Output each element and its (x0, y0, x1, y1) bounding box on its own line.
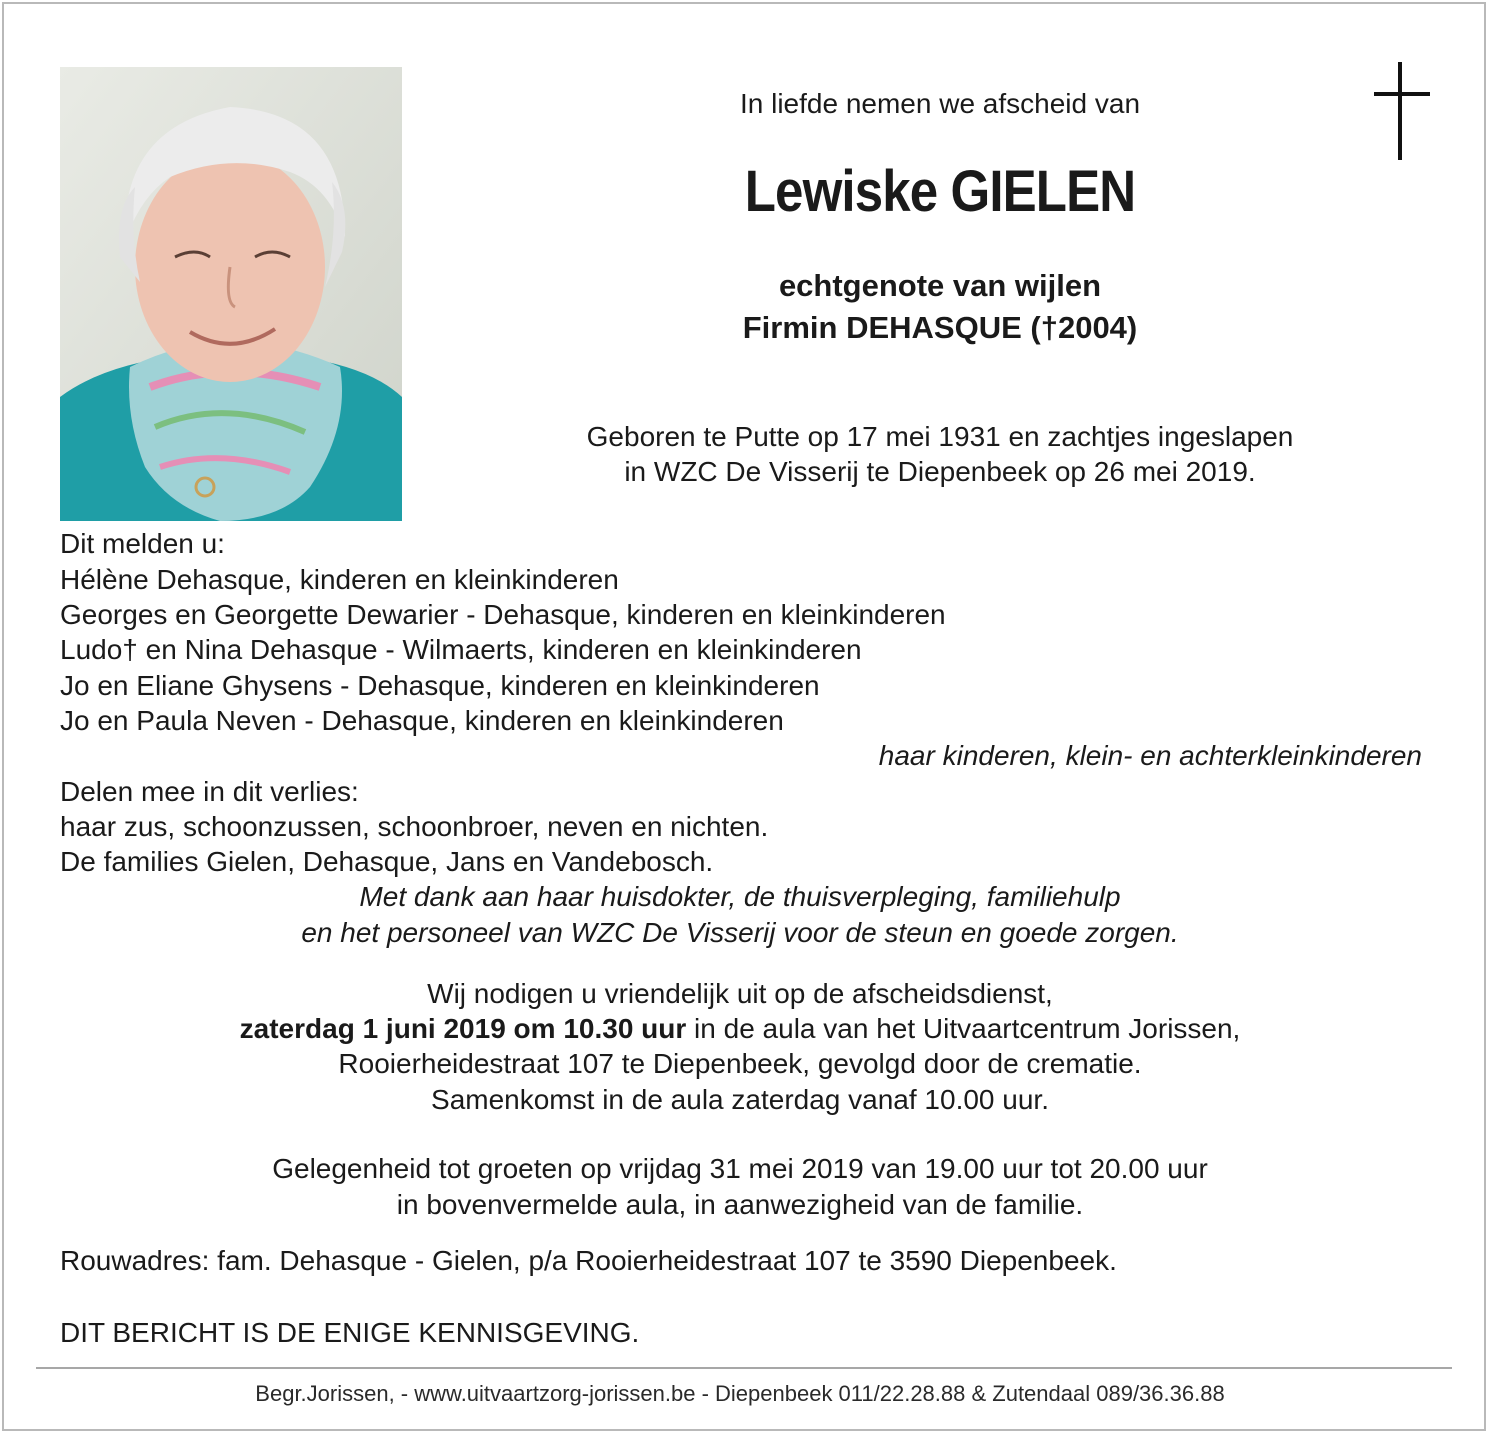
spouse-line-1: echtgenote van wijlen (778, 268, 1102, 303)
family-line: Georges en Georgette Dewarier - Dehasque, kinderen en kleinkinderen (60, 599, 946, 630)
visit-line-2: in bovenvermelde aula, in aanwezigheid van de familie. (396, 1189, 1084, 1220)
service-line-4: Samenkomst in de aula zaterdag vanaf 10.00 uur. (431, 1084, 1049, 1115)
birth-line-2: in WZC De Visserij te Diepenbeek op 26 mei 2019. (624, 456, 1256, 487)
family-line: Hélène Dehasque, kinderen en kleinkinderen (60, 564, 619, 595)
service-line-2 (60, 1013, 1420, 1045)
service-line-3: Rooierheidestraat 107 te Diepenbeek, gevolgd door de crematie. (338, 1048, 1142, 1079)
only-notice: DIT BERICHT IS DE ENIGE KENNISGEVING. (60, 1317, 640, 1348)
intro-text: In liefde nemen we afscheid van (739, 88, 1141, 119)
family-heading: Dit melden u: (60, 528, 225, 559)
spouse-line-2: Firmin DEHASQUE (†2004) (742, 310, 1138, 345)
footer-divider (36, 1367, 1452, 1369)
family-line: Jo en Eliane Ghysens - Dehasque, kinderen en kleinkinderen (60, 670, 820, 701)
mourning-address: Rouwadres: fam. Dehasque - Gielen, p/a Rooierheidestraat 107 te 3590 Diepenbeek. (60, 1245, 1117, 1276)
share-heading: Delen mee in dit verlies: (60, 776, 359, 807)
family-signature: haar kinderen, klein- en achterkleinkinderen (878, 740, 1422, 771)
thanks-line-1: Met dank aan haar huisdokter, de thuisverpleging, familiehulp (359, 881, 1121, 912)
portrait-photo (60, 67, 402, 521)
family-line: Ludo† en Nina Dehasque - Wilmaerts, kinderen en kleinkinderen (60, 634, 862, 665)
family-line: Jo en Paula Neven - Dehasque, kinderen en kleinkinderen (60, 705, 784, 736)
thanks-line-2: en het personeel van WZC De Visserij voor de steun en goede zorgen. (301, 917, 1179, 948)
latin-cross-icon (1370, 62, 1432, 160)
share-line: haar zus, schoonzussen, schoonbroer, neven en nichten. (60, 811, 769, 842)
service-location: in de aula van het Uitvaartcentrum Jorissen, (686, 1013, 1241, 1044)
deceased-name: Lewiske GIELEN (744, 159, 1136, 224)
birth-line-1: Geboren te Putte op 17 mei 1931 en zachtjes ingeslapen (586, 421, 1294, 452)
footer-credits: Begr.Jorissen, - www.uitvaartzorg-jorissen.be - Diepenbeek 011/22.28.88 & Zutendaal 089/36.36.88 (255, 1381, 1225, 1406)
service-line-1: Wij nodigen u vriendelijk uit op de afscheidsdienst, (427, 978, 1053, 1009)
share-line: De families Gielen, Dehasque, Jans en Vandebosch. (60, 846, 714, 877)
service-date: zaterdag 1 juni 2019 om 10.30 uur (239, 1013, 687, 1044)
visit-line-1: Gelegenheid tot groeten op vrijdag 31 mei 2019 van 19.00 uur tot 20.00 uur (272, 1153, 1208, 1184)
